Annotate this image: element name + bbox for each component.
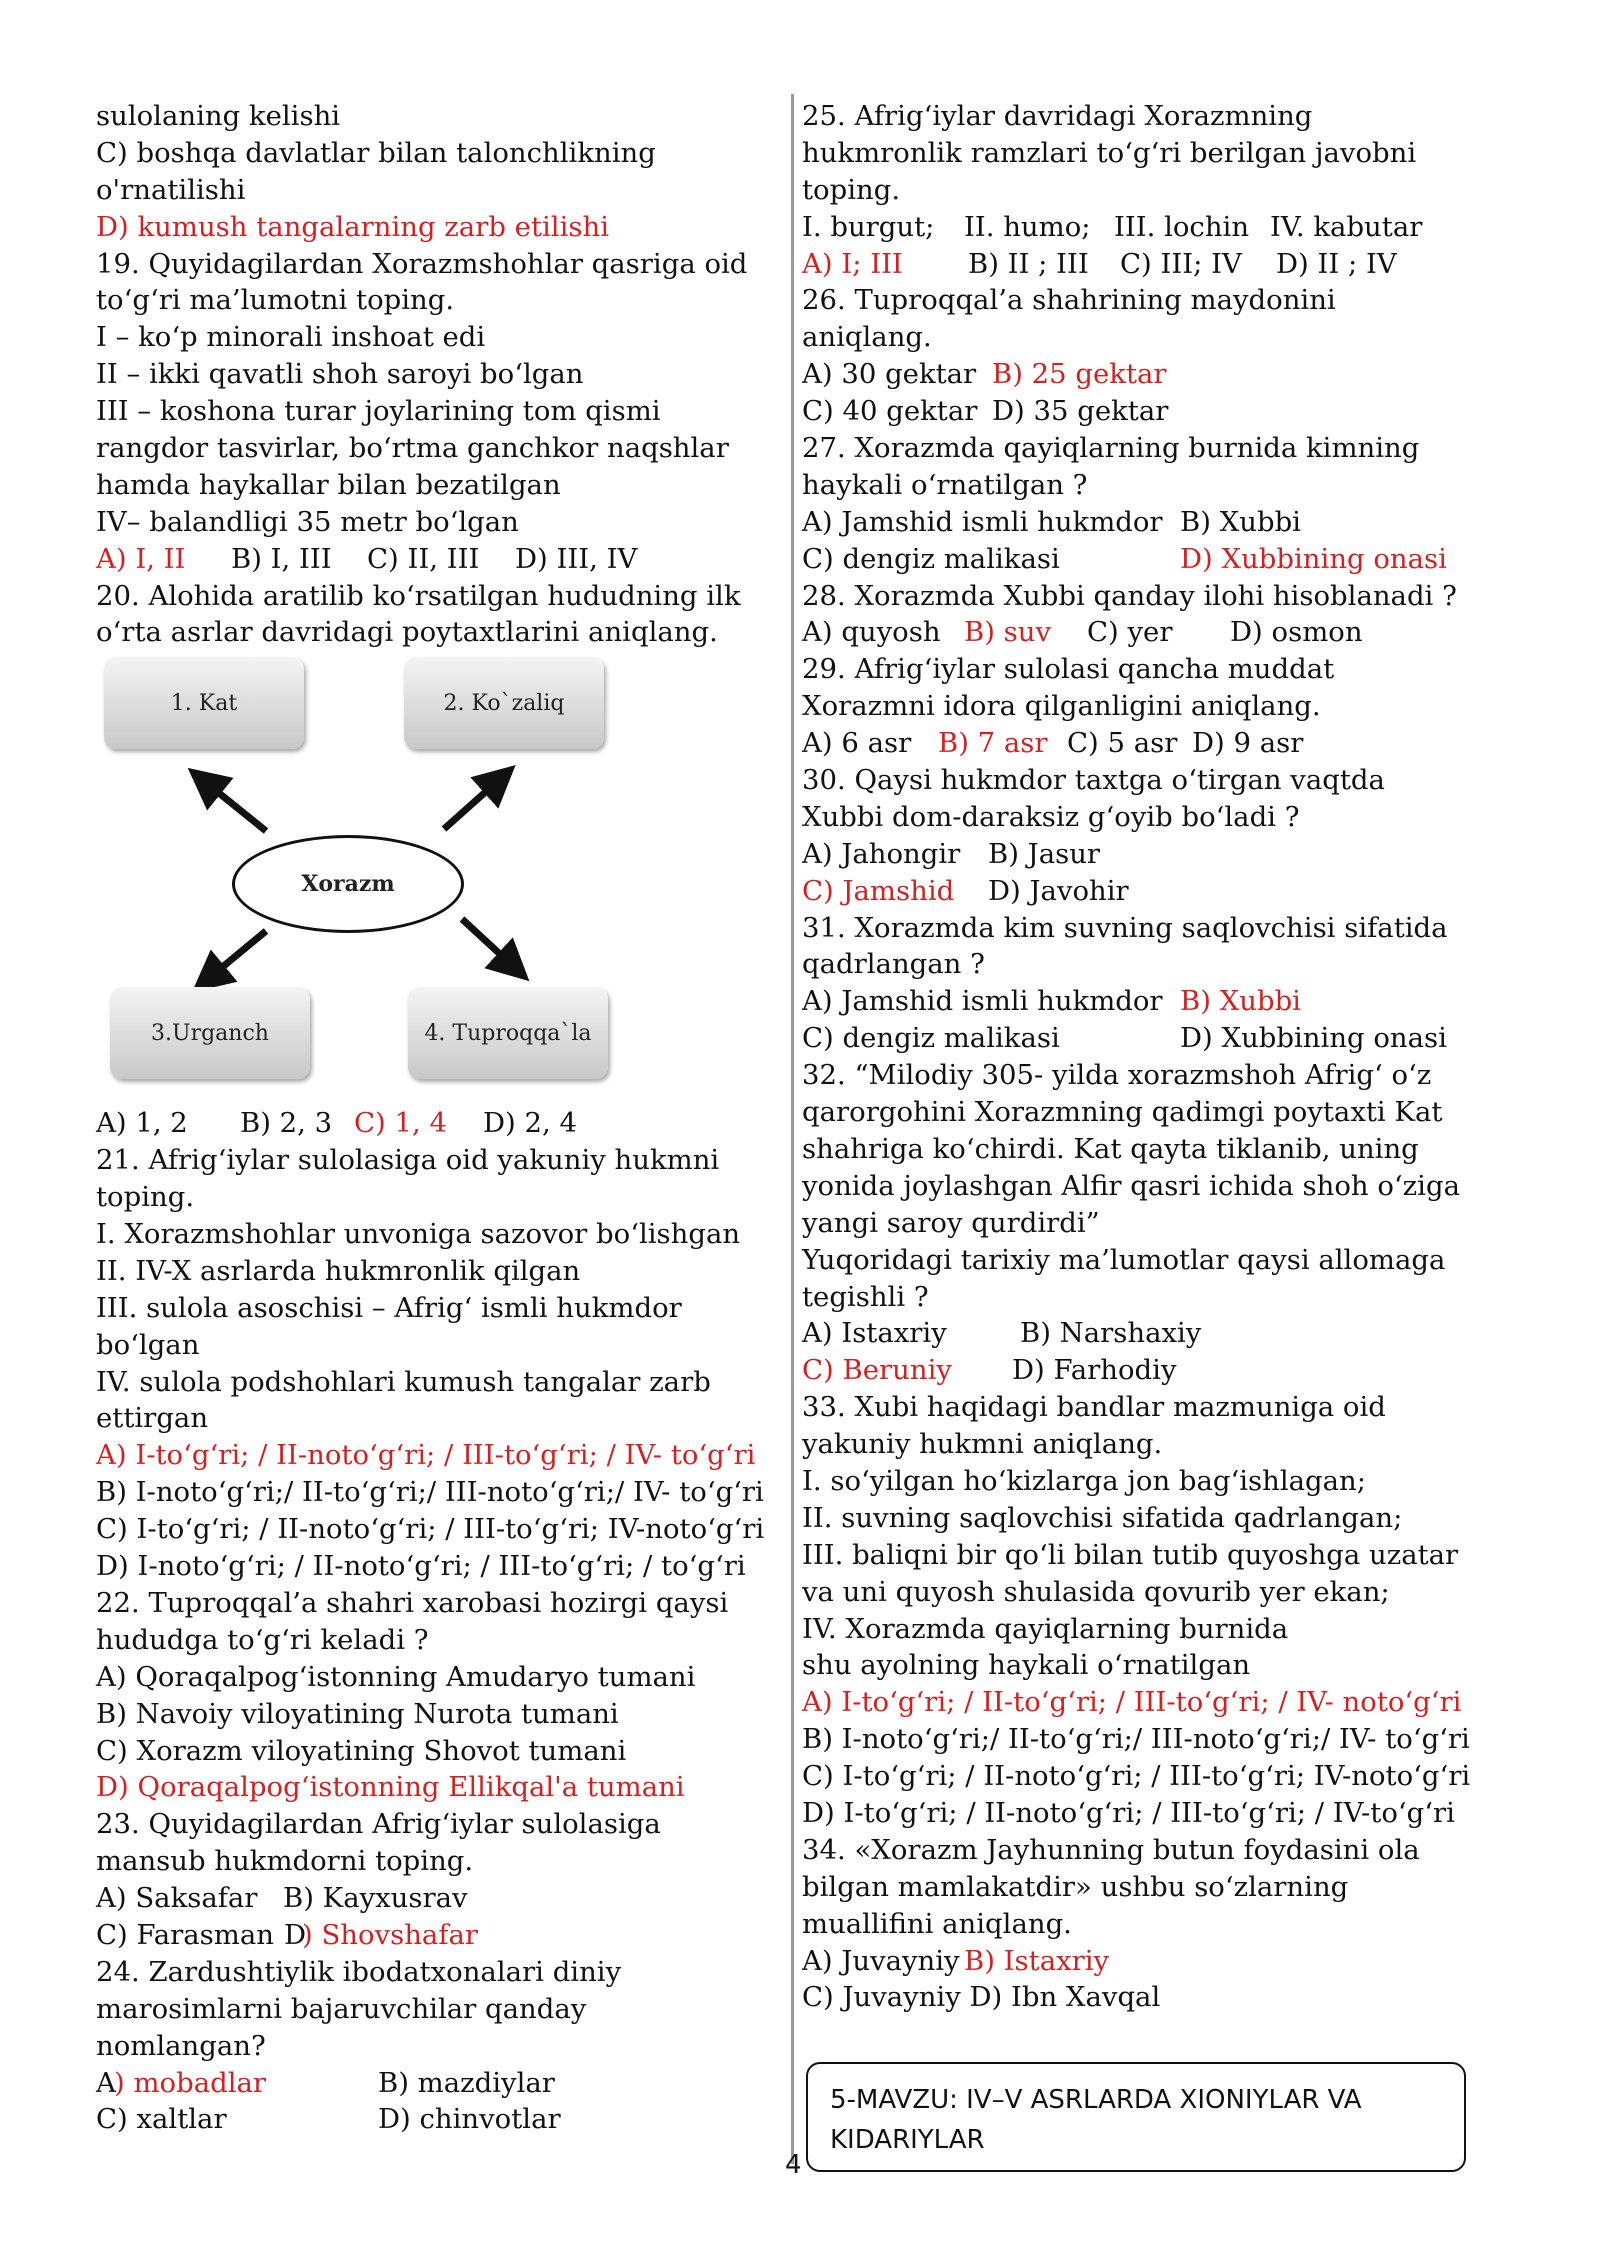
diagram-box-urganch: 3.Urganch	[110, 987, 310, 1079]
correct-answer: A) I; III	[802, 247, 903, 280]
correct-answer: C) 1, 4	[354, 1107, 447, 1140]
text-line: III. sulola asoschisi – Afrig‘ ismli hukmdor	[96, 1291, 682, 1324]
answer-option: III. lochin	[1114, 210, 1250, 243]
text-line	[96, 1880, 756, 1917]
text-line	[96, 1917, 756, 1954]
text-line	[802, 393, 1462, 430]
text-line: va uni quyosh shulasida qovurib yer ekan;	[802, 1575, 1390, 1608]
answer-option: D	[284, 1918, 307, 1951]
answer-option: D) Farhodiy	[1012, 1354, 1177, 1387]
arrow-to-tuproqqala	[462, 919, 514, 967]
text-line	[802, 983, 1462, 1020]
text-line	[802, 873, 1462, 910]
answer-option: D) Javohir	[988, 874, 1129, 907]
answer-option: B) Jasur	[988, 837, 1101, 870]
answer-option: A) 6 asr	[802, 727, 912, 760]
answer-option: I. burgut;	[802, 210, 935, 243]
answer-option: A) 1, 2	[96, 1107, 188, 1140]
text-line	[96, 2065, 756, 2102]
text-line: B) Navoiy viloyatining Nurota tumani	[96, 1697, 619, 1730]
correct-answer: D) Xubbining onasi	[1180, 542, 1447, 575]
text-line: bilgan mamlakatdir» ushbu so‘zlarning	[802, 1870, 1349, 1903]
answer-option: A) Jahongir	[802, 837, 961, 870]
answer-option: B) Xubbi	[1180, 505, 1301, 538]
text-line: C) boshqa davlatlar bilan talonchlikning	[96, 136, 656, 169]
answer-option: D) chinvotlar	[378, 2103, 561, 2136]
answer-option: A) Juvayniy	[802, 1944, 960, 1977]
text-line: hududga to‘g‘ri keladi ?	[96, 1623, 429, 1656]
text-line: IV– balandligi 35 metr bo‘lgan	[96, 505, 519, 538]
text-line: C) I-to‘g‘ri; / II-noto‘g‘ri; / III-to‘g‘ri; IV-noto‘g‘ri	[96, 1513, 765, 1546]
left-column	[96, 98, 765, 2138]
page-number: 4	[785, 2150, 802, 2180]
text-line: sulolaning kelishi	[96, 100, 341, 132]
answer-option: C) yer	[1087, 616, 1173, 649]
text-line: yangi saroy qurdirdi”	[802, 1206, 1100, 1239]
answer-option: D) 2, 4	[483, 1107, 577, 1140]
text-line	[96, 2101, 756, 2138]
text-line: IV. sulola podshohlari kumush tangalar zarb	[96, 1365, 711, 1398]
left-text-block-a	[96, 98, 756, 651]
text-line: 25. Afrig‘iylar davridagi Xorazmning	[802, 100, 1313, 132]
text-line: II. suvning saqlovchisi sifatida qadrlangan;	[802, 1501, 1403, 1534]
correct-answer: A) I, II	[96, 542, 186, 575]
text-line	[802, 1315, 1462, 1352]
answer-option: C) III; IV	[1120, 247, 1242, 280]
text-line: hukmronlik ramzlari to‘g‘ri berilgan javobni	[802, 136, 1417, 169]
text-line: Xorazmni idora qilganligini aniqlang.	[802, 690, 1321, 723]
correct-answer-line: A) I-to‘g‘ri; / II-to‘g‘ri; / III-to‘g‘ri; / IV- noto‘g‘ri	[802, 1686, 1462, 1719]
text-line: mansub hukmdorni toping.	[96, 1845, 474, 1878]
answer-option: B) II ; III	[968, 247, 1089, 280]
correct-answer: B) Xubbi	[1180, 985, 1301, 1018]
answer-option: A) Saksafar	[96, 1882, 258, 1915]
correct-answer: B) suv	[964, 616, 1052, 649]
text-line	[802, 725, 1462, 762]
text-line: 26. Tuproqqal’a shahrining maydonini	[802, 284, 1336, 317]
text-line: II – ikki qavatli shoh saroyi bo‘lgan	[96, 358, 584, 391]
diagram-box-tuproqqala: 4. Tuproqqa`la	[408, 987, 608, 1079]
text-line: aniqlang.	[802, 321, 932, 354]
correct-answer-line: D) kumush tangalarning zarb etilishi	[96, 210, 610, 243]
topic-title-line-2: KIDARIYLAR	[830, 2125, 985, 2155]
correct-answer: C) Beruniy	[802, 1354, 952, 1387]
text-line: C) Xorazm viloyatining Shovot tumani	[96, 1734, 627, 1767]
answer-option: D) 9 asr	[1192, 727, 1304, 760]
text-line: D) I-to‘g‘ri; / II-noto‘g‘ri; / III-to‘g‘ri; / IV-to‘g‘ri	[802, 1796, 1455, 1829]
text-line: shahriga ko‘chirdi. Kat qayta tiklanib, uning	[802, 1132, 1419, 1165]
text-line: II. IV-X asrlarda hukmronlik qilgan	[96, 1254, 581, 1287]
text-line: marosimlarni bajaruvchilar qanday	[96, 1992, 587, 2025]
text-line	[96, 1105, 756, 1142]
answer-option: C) dengiz malikasi	[802, 1022, 1060, 1055]
text-line: 23. Quyidagilardan Afrig‘iylar sulolasiga	[96, 1808, 661, 1841]
text-line: to‘g‘ri ma’lumotni toping.	[96, 284, 455, 317]
text-line: C) I-to‘g‘ri; / II-noto‘g‘ri; / III-to‘g‘ri; IV-noto‘g‘ri	[802, 1760, 1471, 1793]
answer-option: B) 2, 3	[240, 1107, 333, 1140]
text-line: qadrlangan ?	[802, 948, 985, 981]
correct-answer-line: A) I-to‘g‘ri; / II-noto‘g‘ri; / III-to‘g‘ri; / IV- to‘g‘ri	[96, 1439, 756, 1472]
text-line: Xubbi dom-daraksiz g‘oyib bo‘ladi ?	[802, 800, 1300, 833]
answer-option: D) II ; IV	[1276, 247, 1397, 280]
answer-option: A) Jamshid ismli hukmdor	[802, 505, 1163, 538]
answer-option: A) 30 gektar	[802, 358, 977, 391]
arrow-to-kat	[204, 781, 266, 831]
text-line	[802, 541, 1462, 578]
diagram-box-kozaliq: 2. Ko`zaliq	[404, 657, 604, 749]
topic-title-box	[806, 2062, 1466, 2172]
diagram-center-xorazm: Xorazm	[232, 835, 464, 933]
text-line: 27. Xorazmda qayiqlarning burnida kimning	[802, 432, 1420, 465]
answer-option: A) Istaxriy	[802, 1317, 947, 1350]
answer-option: B) Kayxusrav	[283, 1882, 468, 1915]
answer-option: C) II, III	[367, 542, 480, 575]
answer-option: C) Juvayniy D) Ibn Xavqal	[802, 1981, 1161, 2014]
text-line	[802, 836, 1462, 873]
column-divider	[791, 94, 794, 2164]
text-line	[96, 541, 756, 578]
answer-option: B) Narshaxiy	[1020, 1317, 1202, 1350]
text-line: IV. Xorazmda qayiqlarning burnida	[802, 1612, 1289, 1645]
answer-option: IV. kabutar	[1270, 210, 1423, 243]
text-line: D) I-noto‘g‘ri; / II-noto‘g‘ri; / III-to‘g‘ri; / to‘g‘ri	[96, 1550, 746, 1583]
text-line: haykali o‘rnatilgan ?	[802, 468, 1088, 501]
text-line: 34. «Xorazm Jayhunning butun foydasini ola	[802, 1833, 1420, 1866]
text-line: III. baliqni bir qo‘li bilan tutib quyoshga uzatar	[802, 1538, 1459, 1571]
text-line	[802, 1020, 1462, 1057]
text-line: o‘rta asrlar davridagi poytaxtlarini aniqlang.	[96, 616, 718, 649]
text-line: muallifini aniqlang.	[802, 1907, 1072, 1940]
text-line: toping.	[96, 1181, 195, 1214]
xorazm-capitals-diagram	[96, 653, 756, 1105]
text-line: hamda haykallar bilan bezatilgan	[96, 468, 561, 501]
answer-option: A) quyosh	[802, 616, 941, 649]
text-line: o'rnatilishi	[96, 173, 246, 206]
diagram-box-kat: 1. Kat	[104, 657, 304, 749]
text-line	[802, 1979, 1462, 2016]
answer-option: D) Xubbining onasi	[1180, 1022, 1447, 1055]
answer-option: A	[96, 2066, 116, 2099]
text-line: 19. Quyidagilardan Xorazmshohlar qasriga oid	[96, 247, 748, 280]
text-line: rangdor tasvirlar, bo‘rtma ganchkor naqshlar	[96, 432, 729, 465]
topic-title-line-1: 5-MAVZU: IV–V ASRLARDA XIONIYLAR VA	[830, 2085, 1362, 2115]
answer-option: C) 40 gektar	[802, 395, 978, 428]
text-line: 29. Afrig‘iylar sulolasi qancha muddat	[802, 653, 1335, 686]
answer-option: B) I, III	[231, 542, 332, 575]
text-line: 20. Alohida aratilib ko‘rsatilgan hududning ilk	[96, 579, 741, 612]
text-line: ettirgan	[96, 1402, 209, 1435]
text-line: 30. Qaysi hukmdor taxtga o‘tirgan vaqtda	[802, 764, 1385, 797]
answer-option: D) osmon	[1230, 616, 1363, 649]
answer-option: C) 5 asr	[1067, 727, 1178, 760]
text-line: 24. Zardushtiylik ibodatxonalari diniy	[96, 1955, 622, 1988]
text-line: shu ayolning haykali o‘rnatilgan	[802, 1649, 1251, 1682]
text-line	[802, 504, 1462, 541]
text-line: 33. Xubi haqidagi bandlar mazmuniga oid	[802, 1391, 1386, 1424]
text-line: bo‘lgan	[96, 1328, 200, 1361]
answer-option: D) III, IV	[515, 542, 638, 575]
text-line: nomlangan?	[96, 2029, 266, 2062]
arrow-to-kozaliq	[444, 779, 500, 829]
text-line: Yuqoridagi tarixiy ma’lumotlar qaysi allomaga	[802, 1243, 1446, 1276]
text-line	[802, 209, 1462, 246]
text-line: I. Xorazmshohlar unvoniga sazovor bo‘lishgan	[96, 1218, 741, 1251]
left-text-block-b	[96, 1105, 765, 2138]
text-line: 32. “Milodiy 305- yilda xorazmshoh Afrig‘ o‘z	[802, 1059, 1432, 1092]
answer-option: D) 35 gektar	[992, 395, 1169, 428]
correct-answer: B) 7 asr	[938, 727, 1048, 760]
arrow-to-urganch	[208, 931, 266, 979]
text-line: yonida joylashgan Alfir qasri ichida shoh o‘ziga	[802, 1169, 1460, 1202]
text-line: 21. Afrig‘iylar sulolasiga oid yakuniy hukmni	[96, 1144, 720, 1177]
answer-option: C) dengiz malikasi	[802, 542, 1060, 575]
text-line: I – ko‘p minorali inshoat edi	[96, 321, 486, 354]
text-line	[802, 1943, 1462, 1980]
text-line: 22. Tuproqqal’a shahri xarobasi hozirgi qaysi	[96, 1586, 729, 1619]
answer-option: A) Jamshid ismli hukmdor	[802, 985, 1163, 1018]
text-line	[802, 246, 1462, 283]
correct-answer: C) Jamshid	[802, 874, 955, 907]
text-line	[802, 1352, 1462, 1389]
right-text-block	[802, 98, 1471, 2016]
correct-answer: ) Shovshafar	[302, 1918, 479, 1951]
text-line: 28. Xorazmda Xubbi qanday ilohi hisoblanadi ?	[802, 579, 1457, 612]
correct-answer-line: D) Qoraqalpog‘istonning Ellikqal'a tumani	[96, 1771, 685, 1804]
text-line: qarorgohini Xorazmning qadimgi poytaxti Kat	[802, 1096, 1443, 1129]
answer-option: B) mazdiylar	[378, 2066, 555, 2099]
answer-option: C) xaltlar	[96, 2103, 227, 2136]
correct-answer: B) 25 gektar	[992, 358, 1167, 391]
text-line	[802, 356, 1462, 393]
text-line: yakuniy hukmni aniqlang.	[802, 1428, 1163, 1461]
text-line: 31. Xorazmda kim suvning saqlovchisi sifatida	[802, 911, 1448, 944]
text-line: I. so‘yilgan ho‘kizlarga jon bag‘ishlagan;	[802, 1464, 1367, 1497]
text-line: toping.	[802, 173, 901, 206]
correct-answer: B) Istaxriy	[964, 1944, 1110, 1977]
text-line	[802, 614, 1462, 651]
right-column	[802, 98, 1471, 2016]
text-line: tegishli ?	[802, 1280, 929, 1313]
text-line: B) I-noto‘g‘ri;/ II-to‘g‘ri;/ III-noto‘g‘ri;/ IV- to‘g‘ri	[802, 1723, 1470, 1756]
text-line: III – koshona turar joylarining tom qismi	[96, 395, 661, 428]
answer-option: C) Farasman	[96, 1918, 274, 1951]
answer-option: II. humo;	[964, 210, 1091, 243]
text-line: A) Qoraqalpog‘istonning Amudaryo tumani	[96, 1660, 696, 1693]
text-line: B) I-noto‘g‘ri;/ II-to‘g‘ri;/ III-noto‘g‘ri;/ IV- to‘g‘ri	[96, 1476, 764, 1509]
correct-answer: ) mobadlar	[114, 2066, 267, 2099]
